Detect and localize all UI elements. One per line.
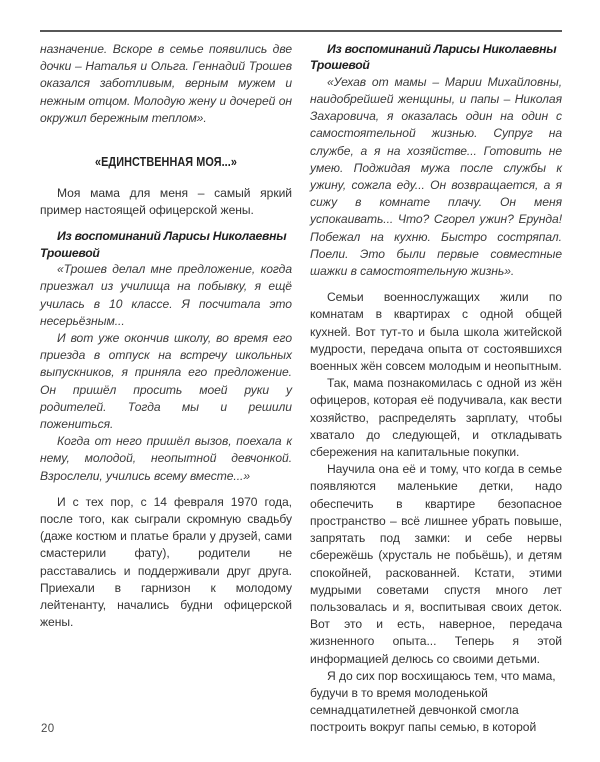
spacer (40, 170, 292, 185)
paragraph-intro-mother: Моя мама для меня – самый яркий пример настоящей офицерской жены. (40, 186, 292, 218)
paragraph-household-advice: Так, мама познакомилась с одной из жён офицеров, которая её подучивала, как вести хозяйство, распределять зарплату, чтобы хватало до следующей, и откладывать сбережения на капитальные покупки. (310, 376, 562, 460)
paragraph-wedding-1970: И с тех пор, с 14 февраля 1970 года, после того, как сыграли скромную свадьбу (даже костюм и платье брали у друзей, сами смастерили фату), родители не расставались и поддерживали друг друга. Приехали в гарнизон к молодому лейтенанту, начались будни офицерской жены. (40, 494, 292, 630)
left-column (40, 41, 292, 706)
paragraph-continued-previous-page: назначение. Вскоре в семье появились две дочки – Наталья и Ольга. Геннадий Трошев оказался заботливым, верным мужем и нежным отцом. Молодую жену и дочерей он окружил бережным теплом». (40, 42, 292, 125)
spacer (40, 485, 292, 494)
quote-paragraph-independent-life: «Уехав от мамы – Марии Михайловны, наидобрейшей женщины, и папы – Николая Захаровича, я оказалась один на один с самостоятельной жизнью. Супруг на службе, а я на хозяйстве... Готовить не умею. Поджидая мужа после службы к ужину, сожгла еду... Он возвращается, а я сижу в комнате плачу. Он меня успокаивать... Что? Сгорел ужин? Ерунда! Побежал на кухню. Быстро состряпал. Поели. Это были первые совместные шажки в самостоятельную жизнь». (310, 74, 562, 279)
section-heading-edinstvennaya-moya: «ЕДИНСТВЕННАЯ МОЯ...» (94, 155, 237, 170)
quote-paragraph-vyzov: Когда от него пришёл вызов, поехала к нему, молодой, неопытной девчонкой. Взрослели, учились всему вместе...» (40, 434, 292, 483)
paragraph-communal-kitchens: Семьи военнослужащих жили по комнатам в квартирах с одной общей кухней. Вот тут-то и была школа житейской мудрости, передача опыта от состоявшихся военных жён совсем молодым и неопытным. (310, 290, 562, 374)
page-number: 20 (41, 723, 55, 735)
paragraph-child-safety-advice: Научила она её и тому, что когда в семье появляются маленькие детки, надо обеспечить в квартире безопасное пространство – всё лишнее убрать повыше, запрятать под замки: и себе нервы сбережёшь (хрусталь не побьёшь), и детям спокойней, раскованней. Кстати, этими мудрыми советами спустя много лет пользовалась и я, воспитывая своих деток. Вот это и есть, наверное, передача жизненного опыта... Теперь я этой информацией делюсь со своими детьми. (310, 462, 562, 666)
quote-paragraph-proposal: «Трошев делал мне предложение, когда приезжал из училища на побывку, я ещё училась в 10 классе. Я посчитала это несерьёзным... (40, 262, 292, 328)
source-attribution-heading-right: Из воспоминаний Ларисы Николаевны Трошевой (310, 42, 557, 73)
spacer (40, 219, 292, 228)
header-rule (40, 30, 562, 32)
right-column (310, 41, 562, 735)
spacer (310, 280, 562, 289)
spacer (40, 127, 292, 154)
paragraph-admiration-mother: Я до сих пор восхищаюсь тем, что мама, будучи в то время молоденькой семнадцатилетней девчонкой смогла построить вокруг папы семью, в которой (310, 668, 556, 735)
quote-paragraph-graduation: И вот уже окончив школу, во время его приезда в отпуск на встречу школьных выпускников, я приняла его предложение. Он пришёл просить моей руки у родителей. Тогда мы и решили пожениться. (40, 331, 292, 432)
source-attribution-heading-left: Из воспоминаний Ларисы Николаевны Трошевой (40, 229, 287, 260)
